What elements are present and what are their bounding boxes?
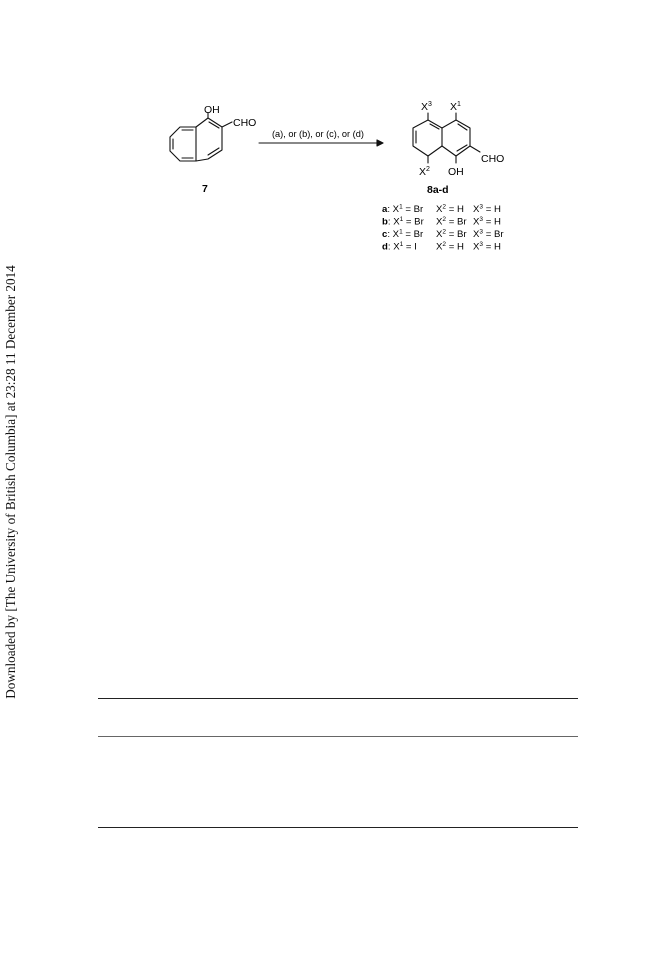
table-bottom-rule bbox=[98, 827, 578, 828]
reactant-compound-number: 7 bbox=[202, 183, 208, 195]
reactant-structure bbox=[170, 113, 232, 161]
substituent-table bbox=[382, 204, 504, 253]
substituent-row: a: $X^1 = Br$ $X^2 = H$ $X^3 = H$ bbox=[382, 203, 501, 215]
substituent-row: d: $X^1 = I$ $X^2 = H$ $X^3 = H$ bbox=[382, 241, 501, 253]
product-compound-number: 8a-d bbox=[427, 184, 449, 196]
reaction-scheme bbox=[0, 0, 672, 300]
substituent-row: c: $X^1 = Br$ $X^2 = Br$ $X^3 = Br$ bbox=[382, 228, 504, 240]
product-x3-label: $X^3$ bbox=[421, 101, 432, 113]
reactant-oh-label: OH bbox=[204, 104, 220, 116]
product-x1-label: $X^1$ bbox=[450, 101, 461, 113]
arrow-conditions: (a), or (b), or (c), or (d) bbox=[272, 129, 364, 139]
product-x2-label: $X^2$ bbox=[419, 166, 430, 178]
product-oh-label: OH bbox=[448, 166, 464, 178]
table-header-rule bbox=[98, 736, 578, 737]
substituent-row: b: $X^1 = Br$ $X^2 = Br$ $X^3 = H$ bbox=[382, 216, 501, 228]
reactant-cho-label: CHO bbox=[233, 117, 257, 129]
download-watermark-text: Downloaded by [The University of British Columbia] at 23:28 11 December 2014 bbox=[3, 265, 18, 699]
product-structure bbox=[413, 113, 480, 163]
table-top-rule bbox=[98, 698, 578, 699]
download-watermark bbox=[2, 262, 20, 702]
product-cho-label: CHO bbox=[481, 153, 505, 165]
